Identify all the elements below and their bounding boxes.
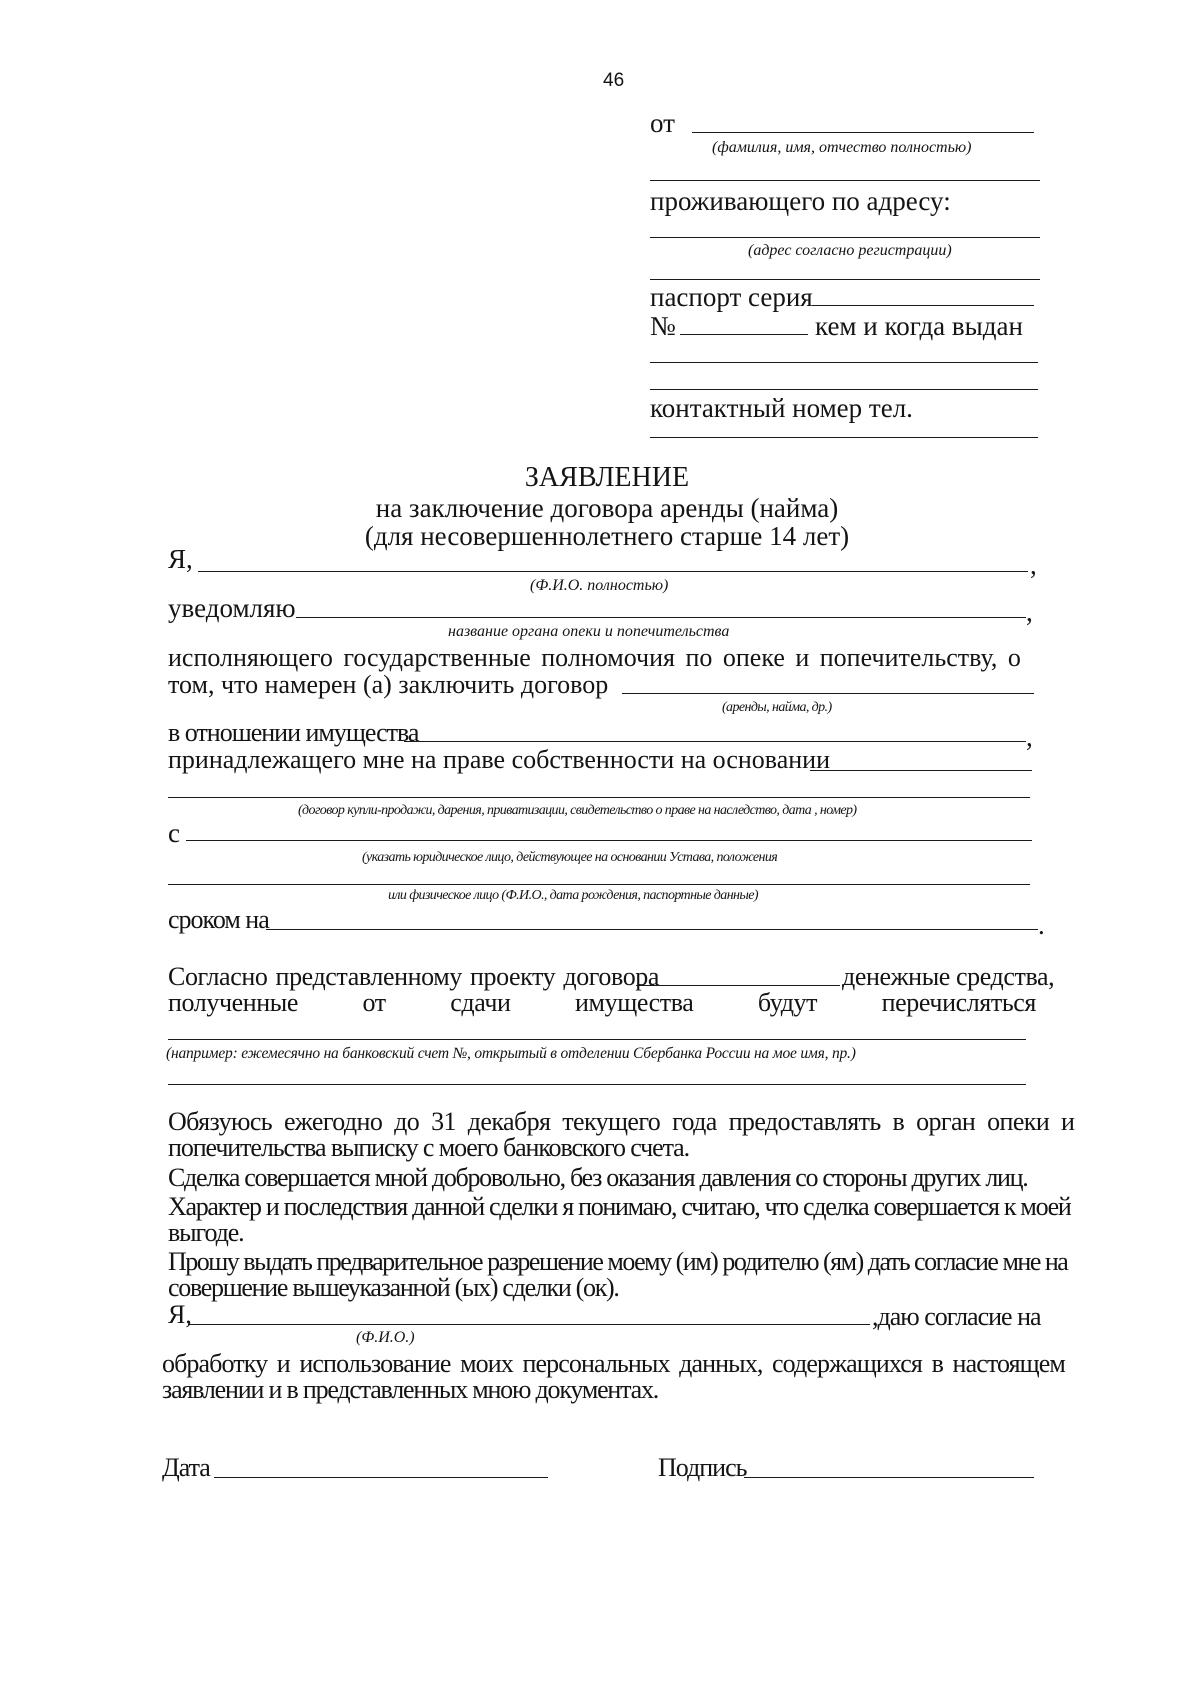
received-line xyxy=(168,988,1036,1018)
processing-line-2: заявлении и в представленных мною документах. xyxy=(162,1375,659,1404)
signature-label: Подпись xyxy=(658,1453,747,1482)
transfer-method-field[interactable] xyxy=(168,1039,1026,1040)
address-field[interactable] xyxy=(650,237,1040,238)
received-word: имущества xyxy=(575,988,694,1017)
project-contract-field[interactable] xyxy=(636,985,840,986)
ownership-basis-field[interactable] xyxy=(810,770,1032,771)
property-field[interactable] xyxy=(404,741,1026,742)
counterparty-field[interactable] xyxy=(186,840,1032,841)
received-word: от xyxy=(362,988,386,1017)
comma: , xyxy=(1030,550,1037,580)
with-label: с xyxy=(168,818,180,848)
address-caption: (адрес согласно регистрации) xyxy=(748,242,952,259)
oblige-line-2: попечительства выписку с моего банковского счета. xyxy=(168,1133,690,1162)
physical-person-caption: или физическое лицо (Ф.И.О., дата рождения, паспортные данные) xyxy=(388,888,758,903)
property-label: в отношении имущества xyxy=(168,718,419,747)
understand-line-1: Характер и последствия данной сделки я понимаю, считаю, что сделка совершается к моей xyxy=(168,1192,1071,1221)
received-word: сдачи xyxy=(450,988,511,1017)
page-number: 46 xyxy=(603,70,625,91)
notify-label: уведомляю xyxy=(168,593,296,623)
request-line-2: совершение вышеуказанной (ых) сделки (ок). xyxy=(168,1273,619,1302)
date-label: Дата xyxy=(162,1453,210,1482)
passport-label: паспорт серия xyxy=(650,282,813,312)
issued-field-2[interactable] xyxy=(650,389,1038,390)
processing-line-1: обработку и использование моих персональных данных, содержащихся в настоящем xyxy=(162,1349,1065,1378)
example-caption: (например: ежемесячно на банковский счет №, открытый в отделении Сбербанка России на мое имя, пр.) xyxy=(166,1045,856,1062)
understand-line-2: выгоде. xyxy=(168,1218,244,1247)
fio-full-caption: (Ф.И.О. полностью) xyxy=(530,577,669,594)
consent-fio-field[interactable] xyxy=(188,1324,870,1325)
contract-type-caption: (аренды, найма, др.) xyxy=(722,700,832,715)
phone-label: контактный номер тел. xyxy=(650,393,913,423)
project-end: денежные средства, xyxy=(842,962,1055,991)
performing-line: исполняющего государственные полномочия по опеке и попечительству, о xyxy=(168,643,1021,672)
document-subtitle-2: (для несовершеннолетнего старше 14 лет) xyxy=(364,521,850,551)
from-label: от xyxy=(650,108,675,138)
fio-caption: (Ф.И.О.) xyxy=(356,1329,415,1346)
consent-tail: ,даю согласие на xyxy=(872,1302,1041,1331)
from-name-field-2[interactable] xyxy=(650,180,1040,181)
document-title: ЗАЯВЛЕНИЕ xyxy=(524,462,690,493)
counterparty-field-2[interactable] xyxy=(168,884,1030,885)
authority-caption: название органа опеки и попечительства xyxy=(448,623,730,640)
owned-label: принадлежащего мне на праве собственности на основании xyxy=(168,745,830,774)
ya-label: Я, xyxy=(168,544,193,574)
passport-number-field[interactable] xyxy=(680,334,808,335)
contract-type-field[interactable] xyxy=(622,693,1034,694)
transfer-method-field-2[interactable] xyxy=(168,1084,1026,1085)
passport-series-field[interactable] xyxy=(812,305,1034,306)
term-label: сроком на xyxy=(168,905,269,934)
received-word: полученные xyxy=(168,988,298,1017)
from-caption: (фамилия, имя, отчество полностью) xyxy=(712,139,972,156)
basis-caption: (договор купли-продажи, дарения, приватизации, свидетельство о праве на наследство, дата , номер) xyxy=(298,803,857,818)
voluntary-line: Сделка совершается мной добровольно, без оказания давления со стороны других лиц. xyxy=(168,1163,1028,1192)
received-word: будут xyxy=(757,988,818,1017)
oblige-line-1: Обязуюсь ежегодно до 31 декабря текущего года предоставлять в орган опеки и xyxy=(168,1107,1075,1136)
number-label: № xyxy=(650,311,676,341)
project-start: Согласно представленному проекту договора xyxy=(168,962,660,991)
request-line-1: Прошу выдать предварительное разрешение моему (им) родителю (ям) дать согласие мне на xyxy=(168,1247,1068,1276)
phone-field[interactable] xyxy=(650,437,1038,438)
comma: , xyxy=(1026,722,1033,752)
date-field[interactable] xyxy=(214,1477,548,1478)
legal-entity-caption: (указать юридическое лицо, действующее на основании Устава, положения xyxy=(362,850,778,865)
comma: , xyxy=(1026,597,1033,627)
term-field[interactable] xyxy=(266,929,1038,930)
address-label: проживающего по адресу: xyxy=(650,186,951,216)
issued-label: кем и когда выдан xyxy=(815,311,1023,341)
period: . xyxy=(1038,910,1045,940)
full-name-field[interactable] xyxy=(198,571,1028,572)
document-subtitle: на заключение договора аренды (найма) xyxy=(375,493,839,523)
address-field-2[interactable] xyxy=(650,279,1040,280)
authority-field[interactable] xyxy=(296,617,1026,618)
signature-field[interactable] xyxy=(744,1477,1034,1478)
from-name-field[interactable] xyxy=(692,132,1034,133)
issued-field[interactable] xyxy=(650,362,1038,363)
ownership-basis-field-2[interactable] xyxy=(168,797,1030,798)
consent-ya-label: Я, xyxy=(168,1300,192,1329)
received-word: перечисляться xyxy=(881,988,1036,1017)
intend-line: том, что намерен (а) заключить договор xyxy=(168,670,609,699)
